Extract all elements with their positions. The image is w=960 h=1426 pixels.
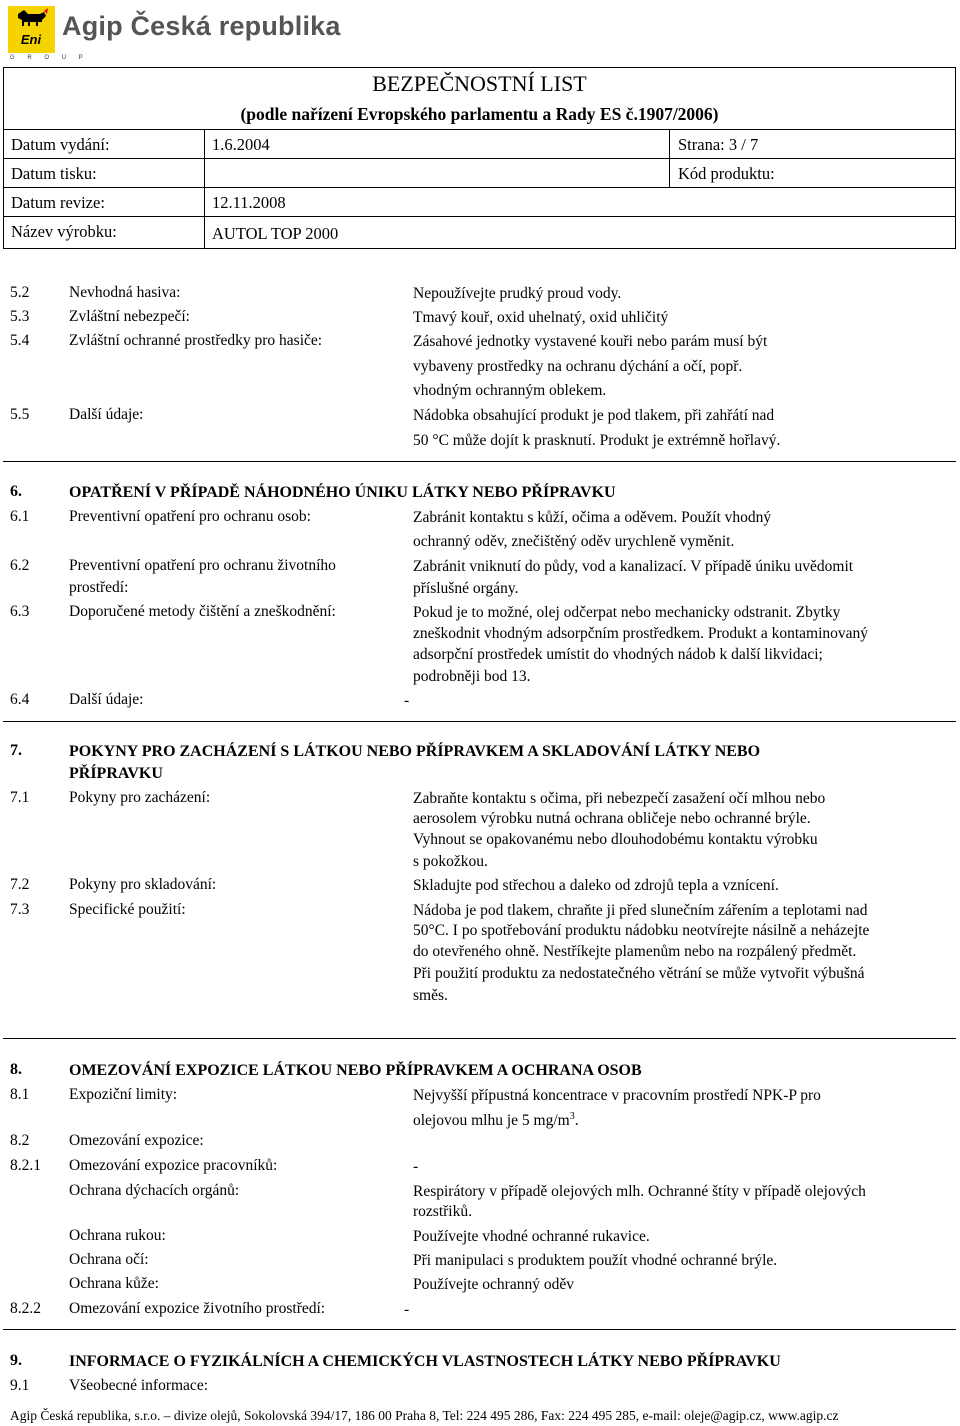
section-separator xyxy=(3,461,956,462)
item-value: s pokožkou. xyxy=(413,853,488,870)
item-label: Všeobecné informace: xyxy=(69,1377,209,1394)
item-number: 5.5 xyxy=(10,406,30,423)
header-divider xyxy=(204,129,205,249)
item-value: Při použití produktu za nedostatečného větrání se může vytvořit výbušná xyxy=(413,965,865,982)
document-subtitle: (podle nařízení Evropského parlamentu a Rady ES č.1907/2006) xyxy=(240,104,719,124)
item-value: vybaveny prostředky na ochranu dýchání a očí, popř. xyxy=(413,358,743,375)
item-value: - xyxy=(404,1301,410,1318)
item-label: Další údaje: xyxy=(69,406,144,423)
item-value: Skladujte pod střechou a daleko od zdrojů tepla a vznícení. xyxy=(413,877,779,894)
item-label: Ochrana rukou: xyxy=(69,1227,166,1244)
item-value: zneškodnit vhodným adsorpčním prostředkem. Produkt a kontaminovaný xyxy=(413,625,869,642)
item-number: 8.2 xyxy=(10,1132,30,1149)
item-value: Nejvyšší přípustná koncentrace v pracovním prostředí NPK-P pro xyxy=(413,1087,821,1104)
item-label: Preventivní opatření pro ochranu osob: xyxy=(69,508,311,525)
section-title: POKYNY PRO ZACHÁZENÍ S LÁTKOU NEBO PŘÍPRAVKEM A SKLADOVÁNÍ LÁTKY NEBO xyxy=(69,743,761,760)
item-value: Zásahové jednotky vystavené kouři nebo parám musí být xyxy=(413,333,768,350)
product-code-label: Kód produktu: xyxy=(678,164,775,183)
product-name-label: Název výrobku: xyxy=(11,222,117,241)
item-value: Zabránit vniknutí do půdy, vod a kanalizací. V případě úniku uvědomit xyxy=(413,558,854,575)
section-title: OPATŘENÍ V PŘÍPADĚ NÁHODNÉHO ÚNIKU LÁTKY NEBO PŘÍPRAVKU xyxy=(69,484,616,501)
item-label: Nevhodná hasiva: xyxy=(69,284,181,301)
section-title: OMEZOVÁNÍ EXPOZICE LÁTKOU NEBO PŘÍPRAVKEM A OCHRANA OSOB xyxy=(69,1062,642,1079)
item-number: 5.3 xyxy=(10,308,30,325)
item-value: příslušné orgány. xyxy=(413,580,519,597)
section-number: 9. xyxy=(10,1352,22,1369)
header-row-print xyxy=(4,158,955,188)
limit-text: olejovou mlhu je 5 mg/m xyxy=(413,1112,570,1130)
header-divider xyxy=(669,129,670,187)
item-number: 6.1 xyxy=(10,508,30,525)
item-value: do otevřeného ohně. Nestříkejte plamenům nebo na rozpálený předmět. xyxy=(413,943,857,960)
section-separator xyxy=(3,1329,956,1330)
item-label: Doporučené metody čištění a zneškodnění: xyxy=(69,603,336,620)
item-value: Používejte vhodné ochranné rukavice. xyxy=(413,1228,650,1245)
item-value: Zabraňte kontaktu s očima, při nebezpečí zasažení očí mlhou nebo xyxy=(413,790,826,807)
item-label: Ochrana kůže: xyxy=(69,1275,159,1292)
section-number: 6. xyxy=(10,483,22,500)
item-label: Pokyny pro zacházení: xyxy=(69,789,211,806)
item-label: Omezování expozice pracovníků: xyxy=(69,1157,278,1174)
issue-date-value: 1.6.2004 xyxy=(212,135,270,154)
item-number: 5.2 xyxy=(10,284,30,301)
header-row-revision xyxy=(4,187,955,217)
logo-text: Eni xyxy=(20,32,42,47)
item-label: Zvláštní ochranné prostředky pro hasiče: xyxy=(69,332,323,349)
item-label: Specifické použití: xyxy=(69,901,186,918)
issue-date-label: Datum vydání: xyxy=(11,135,110,154)
item-label: Zvláštní nebezpečí: xyxy=(69,308,190,325)
item-value: adsorpční prostředek umístit do vhodných nádob k další likvidaci; xyxy=(413,646,823,663)
item-number: 7.1 xyxy=(10,789,30,806)
item-value: Zabránit kontaktu s kůží, očima a oděvem. Použít vhodný xyxy=(413,509,772,526)
item-value: 50 °C může dojít k prasknutí. Produkt je extrémně hořlavý. xyxy=(413,432,781,449)
item-number: 8.1 xyxy=(10,1086,30,1103)
header-row-issue xyxy=(4,129,955,159)
item-number: 7.2 xyxy=(10,876,30,893)
section-number: 7. xyxy=(10,742,22,759)
item-label: Ochrana očí: xyxy=(69,1251,149,1268)
item-label: Omezování expozice: xyxy=(69,1132,204,1149)
item-number: 8.2.1 xyxy=(10,1157,41,1174)
section-separator xyxy=(3,721,956,722)
item-number: 5.4 xyxy=(10,332,30,349)
item-value: - xyxy=(404,692,410,709)
item-value: Používejte ochranný oděv xyxy=(413,1276,574,1293)
revision-date-value: 12.11.2008 xyxy=(212,193,286,212)
item-value: podrobněji bod 13. xyxy=(413,668,531,685)
item-number: 6.3 xyxy=(10,603,30,620)
item-value: rozstřiků. xyxy=(413,1203,472,1220)
item-value: Při manipulaci s produktem použít vhodné ochranné brýle. xyxy=(413,1252,778,1269)
revision-date-label: Datum revize: xyxy=(11,193,105,212)
item-value: Nádoba je pod tlakem, chraňte ji před slunečním zářením a teplotami nad xyxy=(413,902,868,919)
item-value: Pokud je to možné, olej odčerpat nebo mechanicky odstranit. Zbytky xyxy=(413,604,841,621)
item-value xyxy=(413,1106,579,1132)
item-number: 6.4 xyxy=(10,691,30,708)
item-label: Omezování expozice životního prostředí: xyxy=(69,1300,326,1317)
item-value: Nádobka obsahující produkt je pod tlakem, při zahřátí nad xyxy=(413,407,775,424)
item-number: 8.2.2 xyxy=(10,1300,41,1317)
unit-exponent: 3 xyxy=(569,1111,575,1122)
item-label: Ochrana dýchacích orgánů: xyxy=(69,1182,240,1199)
item-value: vhodným ochranným oblekem. xyxy=(413,382,607,399)
document-title: BEZPEČNOSTNÍ LIST xyxy=(372,71,587,96)
page-number: Strana: 3 / 7 xyxy=(678,135,759,154)
header-row-product xyxy=(4,216,955,246)
item-value: Vyhnout se opakovanému nebo dlouhodobému kontaktu výrobku xyxy=(413,831,818,848)
section-separator xyxy=(3,1038,956,1039)
section-number: 8. xyxy=(10,1061,22,1078)
item-number: 9.1 xyxy=(10,1377,30,1394)
item-label: Preventivní opatření pro ochranu životního xyxy=(69,557,336,574)
item-value: ochranný oděv, znečištěný oděv urychleně vyměnit. xyxy=(413,533,735,550)
item-value: Tmavý kouř, oxid uhelnatý, oxid uhličitý xyxy=(413,309,669,326)
section-title: PŘÍPRAVKU xyxy=(69,765,163,782)
item-value: aerosolem výrobku nutná ochrana obličeje nebo ochranné brýle. xyxy=(413,810,811,827)
section-title: INFORMACE O FYZIKÁLNÍCH A CHEMICKÝCH VLASTNOSTECH LÁTKY NEBO PŘÍPRAVKU xyxy=(69,1353,781,1370)
item-value: 50°C. I po spotřebování produktu nádobku neotvírejte násilně a neházejte xyxy=(413,922,870,939)
item-value: Respirátory v případě olejových mlh. Ochranné štíty v případě olejových xyxy=(413,1183,866,1200)
print-date-label: Datum tisku: xyxy=(11,164,97,183)
page-footer: Agip Česká republika, s.r.o. – divize olejů, Sokolovská 394/17, 186 00 Praha 8, Tel: 224 495 286, Fax: 224 495 285, e-mail: oleje@agip.cz, www.agip.cz xyxy=(10,1408,839,1423)
limit-text-end: . xyxy=(574,1112,579,1130)
group-label: G R O U P xyxy=(10,55,89,61)
item-number: 7.3 xyxy=(10,901,30,918)
item-value: Nepoužívejte prudký proud vody. xyxy=(413,285,622,302)
item-label: Expoziční limity: xyxy=(69,1086,178,1103)
brand-name: Agip Česká republika xyxy=(62,11,341,41)
product-name-value: AUTOL TOP 2000 xyxy=(212,224,339,243)
item-number: 6.2 xyxy=(10,557,30,574)
item-value: - xyxy=(413,1158,419,1175)
item-label: Pokyny pro skladování: xyxy=(69,876,217,893)
item-label: Další údaje: xyxy=(69,691,144,708)
item-label: prostředí: xyxy=(69,579,129,596)
item-value: směs. xyxy=(413,987,448,1004)
